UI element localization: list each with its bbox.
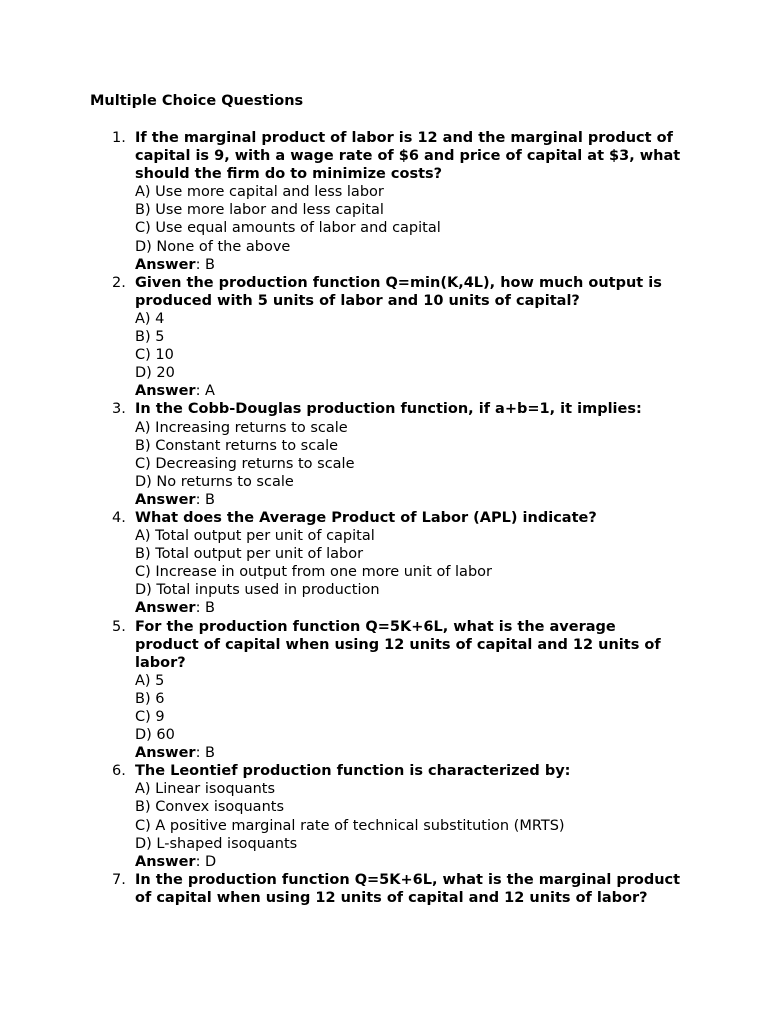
option-c: C) A positive marginal rate of technical substitution (MRTS) (135, 817, 565, 834)
option-b: B) Use more labor and less capital (135, 202, 384, 219)
question-2 (90, 274, 690, 401)
option-b: B) Constant returns to scale (135, 437, 339, 454)
option-a: A) Total output per unit of capital (135, 528, 375, 545)
question-number: 4. (112, 509, 126, 526)
option-d: D) No returns to scale (135, 473, 294, 490)
question-text: If the marginal product of labor is 12 and the marginal product of capital is 9, with a wage rate of $6 and price of capital at $3, what should the firm do to minimize costs? (135, 130, 681, 183)
question-number: 2. (112, 274, 126, 291)
option-b: B) Convex isoquants (135, 799, 285, 816)
answer-value: : D (195, 853, 217, 870)
question-number: 7. (112, 871, 126, 888)
option-b: B) 6 (135, 690, 165, 707)
answer-label: Answer (135, 383, 196, 400)
question-number: 3. (112, 401, 126, 418)
question-text: Given the production function Q=min(K,4L), how much output is produced with 5 units of labor and 10 units of capital? (135, 274, 662, 309)
answer-line (135, 744, 690, 762)
answer-label: Answer (135, 600, 196, 617)
question-6 (90, 762, 690, 871)
option-a: A) 5 (135, 672, 165, 689)
option-a: A) Linear isoquants (135, 781, 276, 798)
question-1 (90, 129, 690, 274)
option-b: B) 5 (135, 329, 165, 346)
answer-label: Answer (135, 853, 196, 870)
question-5 (90, 618, 690, 763)
option-c: C) 10 (135, 347, 174, 364)
answer-value: : B (195, 491, 216, 508)
option-a: A) Increasing returns to scale (135, 419, 348, 436)
question-list (90, 129, 690, 907)
question-text: For the production function Q=5K+6L, what is the average product of capital when using 12 units of capital and 12 units of labor? (135, 618, 661, 671)
option-d: D) L-shaped isoquants (135, 835, 298, 852)
question-7 (90, 871, 690, 907)
answer-line (135, 599, 690, 617)
document-page (90, 92, 690, 907)
option-d: D) None of the above (135, 238, 291, 255)
question-text: What does the Average Product of Labor (APL) indicate? (135, 509, 597, 526)
answer-value: : B (195, 256, 216, 273)
question-number: 6. (112, 763, 126, 780)
answer-label: Answer (135, 745, 196, 762)
answer-line (135, 491, 690, 509)
question-number: 5. (112, 618, 126, 635)
option-d: D) 20 (135, 365, 175, 382)
answer-line (135, 256, 690, 274)
option-d: D) 60 (135, 727, 175, 744)
option-c: C) 9 (135, 709, 165, 725)
option-c: C) Use equal amounts of labor and capital (135, 220, 441, 237)
answer-label: Answer (135, 491, 196, 508)
answer-value: : B (195, 600, 216, 617)
question-3 (90, 400, 690, 509)
option-b: B) Total output per unit of labor (135, 546, 364, 563)
answer-line (135, 382, 690, 400)
answer-value: : B (195, 745, 216, 762)
answer-label: Answer (135, 256, 196, 273)
page-title: Multiple Choice Questions (90, 93, 304, 109)
option-d: D) Total inputs used in production (135, 582, 380, 599)
question-text: In the production function Q=5K+6L, what is the marginal product of capital when using 12 units of capital and 12 units of labor? (135, 871, 681, 906)
option-c: C) Increase in output from one more unit of labor (135, 564, 492, 581)
answer-value: : A (195, 383, 215, 400)
option-a: A) Use more capital and less labor (135, 184, 384, 201)
question-text: The Leontief production function is characterized by: (135, 763, 571, 780)
option-c: C) Decreasing returns to scale (135, 455, 355, 472)
question-text: In the Cobb-Douglas production function, if a+b=1, it implies: (135, 401, 642, 418)
option-a: A) 4 (135, 310, 165, 327)
question-4 (90, 509, 690, 618)
answer-line (135, 853, 690, 871)
question-number: 1. (112, 130, 126, 146)
